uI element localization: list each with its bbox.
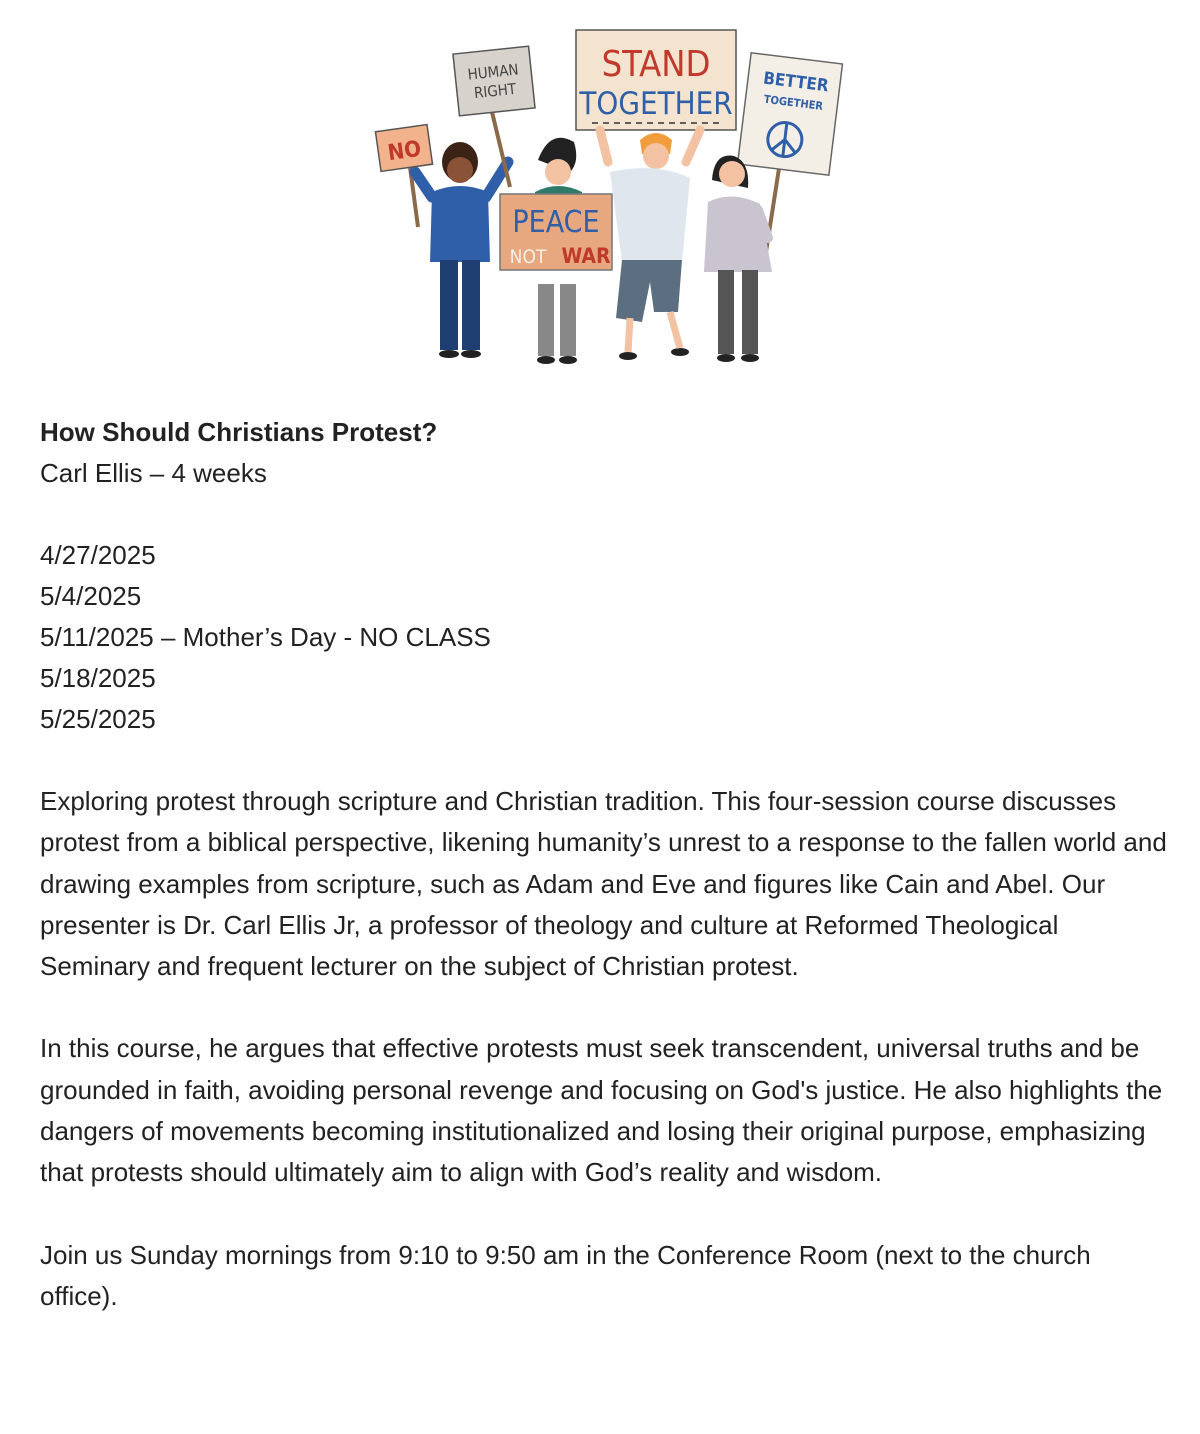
svg-text:PEACE: PEACE bbox=[512, 205, 600, 240]
svg-text:NO: NO bbox=[386, 136, 423, 167]
svg-text:WAR: WAR bbox=[561, 244, 611, 268]
argument-paragraph: In this course, he argues that effective protests must seek transcendent, universal truths and be grounded in faith, avoiding personal revenge and focusing on God's justice. He also highlights the dangers of movements becoming institutionalized and losing their original purpose, emphasizing that protests should ultimately aim to align with God’s reality and wisdom. bbox=[40, 1033, 1163, 1188]
description-paragraph: Exploring protest through scripture and Christian tradition. This four-session course discusses protest from a biblical perspective, likening humanity’s unrest to a response to the fallen world and drawing examples from scripture, such as Adam and Eve and figures like Cain and Abel. Our presenter is Dr. Carl Ellis Jr, a professor of theology and culture at Reformed Theological Seminary and frequent lecturer on the subject of Christian protest. bbox=[40, 786, 1167, 982]
date-item: 5/18/2025 bbox=[40, 663, 156, 693]
svg-text:HUMAN: HUMAN bbox=[466, 60, 520, 84]
date-item: 5/25/2025 bbox=[40, 704, 156, 734]
sign-no bbox=[375, 125, 432, 172]
person-blue-shirt bbox=[408, 142, 508, 358]
svg-text:TOGETHER: TOGETHER bbox=[579, 86, 733, 122]
person-light-shirt bbox=[600, 130, 700, 360]
course-flyer bbox=[40, 412, 1170, 1317]
schedule-paragraph: Join us Sunday mornings from 9:10 to 9:50 am in the Conference Room (next to the church office). bbox=[40, 1239, 1091, 1311]
course-title: How Should Christians Protest? bbox=[40, 417, 438, 447]
protest-people-icon bbox=[360, 22, 860, 368]
svg-text:BETTER: BETTER bbox=[762, 68, 830, 97]
date-item: 5/4/2025 bbox=[40, 581, 142, 611]
sign-stand-together bbox=[576, 30, 736, 130]
date-item: 4/27/2025 bbox=[40, 540, 156, 570]
date-list bbox=[40, 535, 1170, 740]
sign-peace-not-war bbox=[500, 194, 612, 270]
course-subtitle: Carl Ellis – 4 weeks bbox=[40, 458, 267, 488]
svg-text:RIGHT: RIGHT bbox=[473, 79, 517, 103]
person-grey-shirt bbox=[704, 156, 772, 363]
svg-text:STAND: STAND bbox=[601, 44, 711, 85]
date-item: 5/11/2025 – Mother’s Day - NO CLASS bbox=[40, 622, 491, 652]
protest-illustration bbox=[360, 22, 860, 368]
svg-text:NOT: NOT bbox=[509, 246, 547, 268]
svg-text:TOGETHER: TOGETHER bbox=[763, 92, 824, 113]
